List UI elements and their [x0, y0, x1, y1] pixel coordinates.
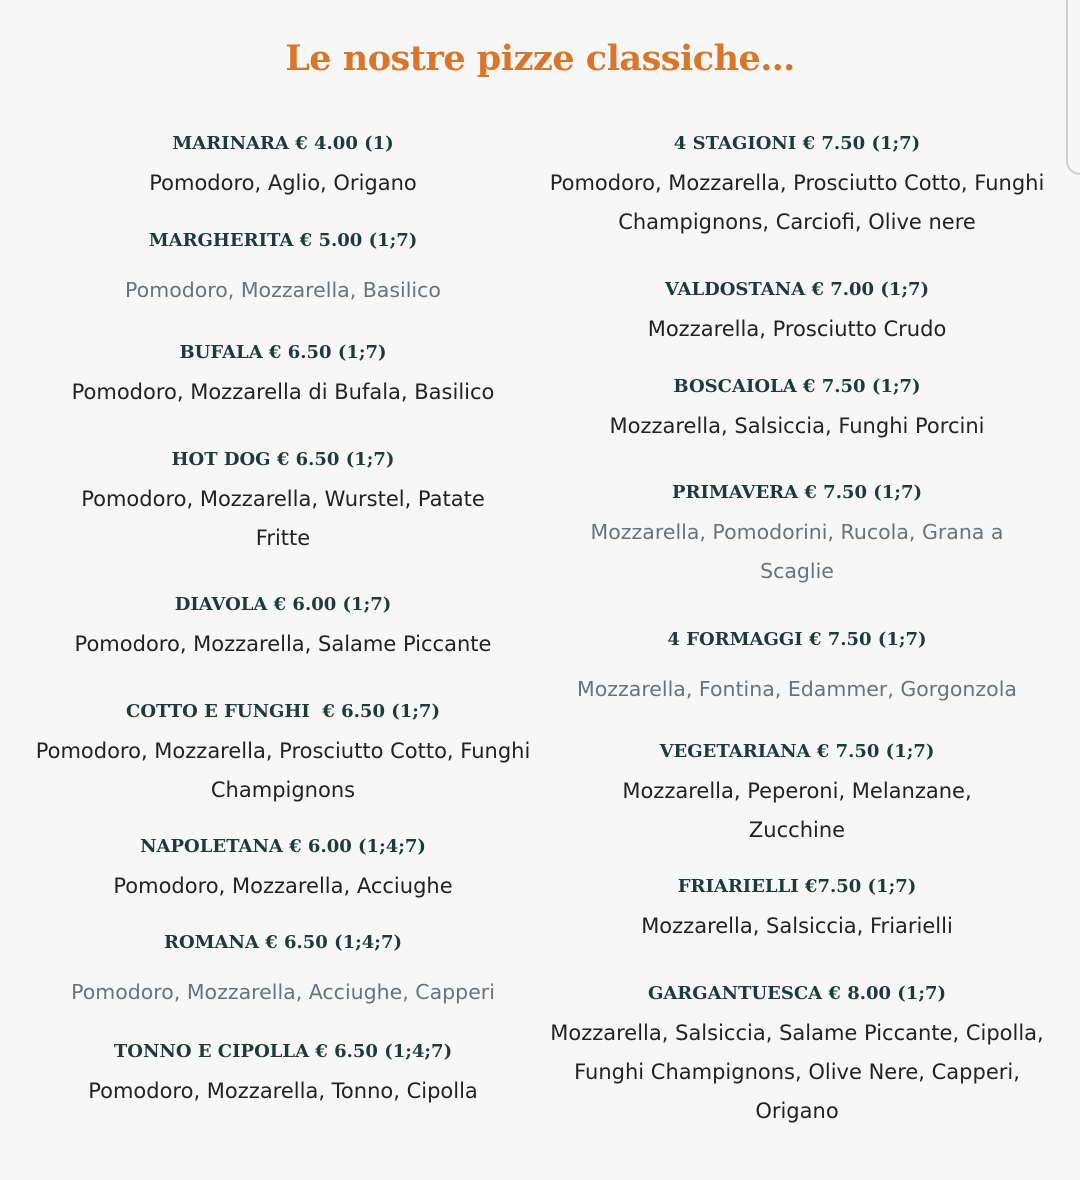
- menu-item-hot-dog: [33, 448, 533, 558]
- item-description: Pomodoro, Mozzarella, Acciughe: [113, 874, 453, 898]
- item-description: Mozzarella, Fontina, Edammer, Gorgonzola: [577, 677, 1017, 701]
- page-title: Le nostre pizze classiche…: [285, 38, 795, 79]
- item-description: Pomodoro, Mozzarella, Tonno, Cipolla: [88, 1079, 478, 1103]
- menu-item-diavola: [33, 593, 533, 664]
- item-description: Mozzarella, Salsiccia, Salame Piccante, Cipolla, Funghi Champignons, Olive Nere, Capperi, Origano: [550, 1021, 1044, 1123]
- item-description: Pomodoro, Mozzarella, Prosciutto Cotto, Funghi Champignons: [35, 739, 531, 802]
- menu-item-4-stagioni: [547, 132, 1047, 242]
- item-name: VALDOSTANA € 7.00 (1;7): [664, 279, 930, 300]
- menu-item-primavera: [547, 481, 1047, 591]
- item-description: Mozzarella, Prosciutto Crudo: [647, 317, 947, 341]
- item-name: 4 FORMAGGI € 7.50 (1;7): [667, 629, 927, 650]
- menu-item-napoletana: [33, 835, 533, 906]
- menu-item-tonno-e-cipolla: [33, 1040, 533, 1111]
- item-name: 4 STAGIONI € 7.50 (1;7): [673, 133, 921, 154]
- menu-item-boscaiola: [547, 375, 1047, 446]
- item-name: TONNO E CIPOLLA € 6.50 (1;4;7): [113, 1041, 453, 1062]
- item-description: Mozzarella, Salsiccia, Friarielli: [641, 914, 953, 938]
- menu-item-4-formaggi: [547, 628, 1047, 709]
- item-name: HOT DOG € 6.50 (1;7): [171, 449, 395, 470]
- item-name: ROMANA € 6.50 (1;4;7): [163, 932, 402, 953]
- item-description: Pomodoro, Mozzarella, Acciughe, Capperi: [71, 980, 495, 1004]
- item-name: COTTO E FUNGHI € 6.50 (1;7): [126, 701, 440, 722]
- item-name: PRIMAVERA € 7.50 (1;7): [672, 482, 922, 503]
- item-description: Pomodoro, Mozzarella, Salame Piccante: [74, 632, 492, 656]
- item-description: Pomodoro, Mozzarella di Bufala, Basilico: [71, 380, 495, 404]
- item-name: BOSCAIOLA € 7.50 (1;7): [673, 376, 921, 397]
- menu-item-romana: [33, 931, 533, 1012]
- menu-item-friarielli: [547, 875, 1047, 946]
- menu-item-vegetariana: [547, 740, 1047, 850]
- item-name: BUFALA € 6.50 (1;7): [179, 342, 387, 363]
- item-name: NAPOLETANA € 6.00 (1;4;7): [140, 836, 426, 857]
- item-description: Pomodoro, Mozzarella, Wurstel, Patate Fritte: [81, 487, 485, 550]
- item-description: Mozzarella, Pomodorini, Rucola, Grana a Scaglie: [590, 520, 1004, 583]
- menu-item-gargantuesca: [547, 982, 1047, 1131]
- item-name: FRIARIELLI €7.50 (1;7): [677, 876, 917, 897]
- menu-item-margherita: [33, 229, 533, 310]
- menu-item-bufala: [33, 341, 533, 412]
- item-name: GARGANTUESCA € 8.00 (1;7): [647, 983, 947, 1004]
- item-name: MARGHERITA € 5.00 (1;7): [148, 230, 418, 251]
- menu-item-marinara: [33, 132, 533, 203]
- item-description: Pomodoro, Mozzarella, Prosciutto Cotto, Funghi Champignons, Carciofi, Olive nere: [549, 171, 1045, 234]
- item-name: DIAVOLA € 6.00 (1;7): [174, 594, 392, 615]
- scroll-indicator: [1066, 0, 1080, 175]
- menu-item-cotto-e-funghi: [33, 700, 533, 810]
- menu-item-valdostana: [547, 278, 1047, 349]
- item-description: Pomodoro, Mozzarella, Basilico: [125, 278, 441, 302]
- item-name: MARINARA € 4.00 (1): [172, 133, 394, 154]
- item-description: Pomodoro, Aglio, Origano: [149, 171, 417, 195]
- item-name: VEGETARIANA € 7.50 (1;7): [659, 741, 935, 762]
- item-description: Mozzarella, Peperoni, Melanzane, Zucchine: [622, 779, 972, 842]
- item-description: Mozzarella, Salsiccia, Funghi Porcini: [609, 414, 985, 438]
